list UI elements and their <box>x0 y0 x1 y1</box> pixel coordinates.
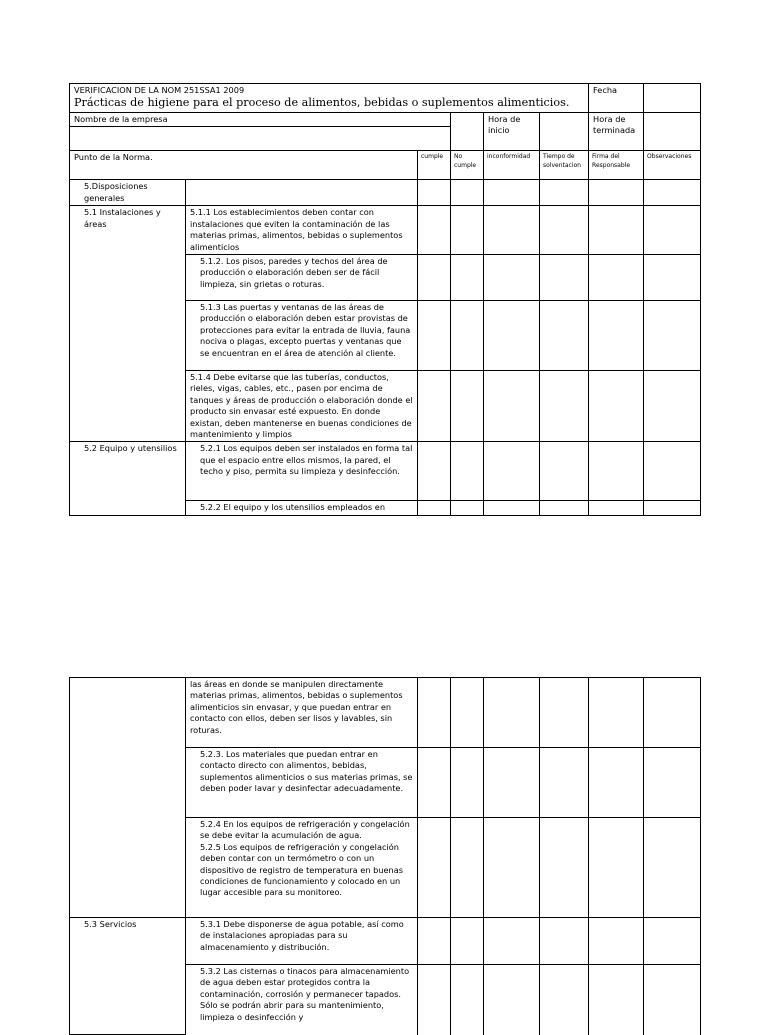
table-row <box>70 918 701 965</box>
section-5-cell: 5.Disposiciones generales <box>70 180 186 206</box>
item-5-3-2: 5.3.2 Las cisternas o tinacos para almacenamiento de agua deben estar protegidos contra la contaminación, corrosión y permanecer tapados. Sólo se podrán abrir para su mantenimiento, limpieza o desinfección y <box>186 965 418 1035</box>
table-row <box>70 442 701 501</box>
item-5-1-2: 5.1.2. Los pisos, paredes y techos del área de producción o elaboración deben ser de fácil limpieza, sin grietas o roturas. <box>186 255 418 301</box>
title-cell <box>70 84 589 113</box>
fecha-label-cell <box>589 84 644 113</box>
item-5-2-2-start: 5.2.2 El equipo y los utensilios empleados en <box>186 501 418 515</box>
item-5-2-3: 5.2.3. Los materiales que puedan entrar en contacto directo con alimentos, bebidas, suplementos alimenticios o sus materias primas, se deben poder lavar y desinfectar adecuadamente. <box>186 748 418 818</box>
section-5-2-cell: 5.2 Equipo y utensilios <box>70 442 186 515</box>
hora-termino-label: Hora de terminada <box>593 114 636 136</box>
verification-title: VERIFICACION DE LA NOM 251SSA1 2009 <box>74 85 245 95</box>
empresa-label-cell <box>70 113 451 127</box>
column-header-row <box>70 151 701 180</box>
item-5-2-4: 5.2.4 En los equipos de refrigeración y congelación se debe evitar la acumulación de agua. <box>200 819 410 841</box>
page-1-table-container <box>69 83 700 516</box>
fecha-label: Fecha <box>593 85 618 95</box>
item-5-2-4-5 <box>186 818 418 918</box>
section-5-1-cell: 5.1 Instalaciones y áreas <box>70 206 186 442</box>
page-2-table-container <box>69 677 700 1035</box>
inconformidad-header: inconformidad <box>484 151 540 180</box>
item-5-2-1: 5.2.1 Los equipos deben ser instalados en forma tal que el espacio entre ellos mismos, la pared, el techo y piso, permita su limpieza y desinfección. <box>186 442 418 501</box>
tiempo-header: Tiempo de solventacion <box>540 151 589 180</box>
item-5-3-1: 5.3.1 Debe disponerse de agua potable, así como de instalaciones apropiadas para su almacenamiento y distribución. <box>186 918 418 965</box>
cumple-header: cumple <box>418 151 451 180</box>
hora-inicio-label: Hora de inicio <box>488 114 521 136</box>
hora-termino-label-cell <box>589 113 644 151</box>
table-row <box>70 678 701 748</box>
fecha-value-cell <box>644 84 701 113</box>
firma-header: Firma del Responsable <box>589 151 644 180</box>
document-subtitle: Prácticas de higiene para el proceso de alimentos, bebidas o suplementos alimenticios. <box>74 96 570 110</box>
hora-termino-value-cell <box>644 113 701 151</box>
observaciones-header: Observaciones <box>644 151 701 180</box>
section-5-3-cell: 5.3 Servicios <box>70 918 186 1035</box>
title-row <box>70 84 701 113</box>
table-row <box>70 206 701 255</box>
verification-table-page-2 <box>69 677 701 1035</box>
empresa-blank-cell <box>451 113 484 151</box>
empresa-label: Nombre de la empresa <box>74 114 168 124</box>
section-5-2-continued-cell <box>70 678 186 918</box>
empresa-label-row <box>70 113 701 127</box>
table-row <box>70 180 701 206</box>
empresa-value-cell <box>70 127 451 151</box>
item-5-1-4: 5.1.4 Debe evitarse que las tuberías, conductos, rieles, vigas, cables, etc., pasen por encima de tanques y áreas de producción o elaboración donde el producto sin envasar esté expuesto. En donde existan, deben mantenerse en buenas condiciones de mantenimiento y limpios <box>186 371 418 442</box>
punto-header: Punto de la Norma. <box>70 151 418 180</box>
hora-inicio-label-cell <box>484 113 540 151</box>
item-5-1-1: 5.1.1 Los establecimientos deben contar con instalaciones que eviten la contaminación de las materias primas, alimentos, bebidas o suplementos alimenticios <box>186 206 418 255</box>
verification-table-page-1 <box>69 83 701 516</box>
item-5-2-2-continued: las áreas en donde se manipulen directamente materias primas, alimentos, bebidas o suplementos alimenticios sin envasar, y que puedan entrar en contacto con ellos, deben ser lisos y lavables, sin roturas. <box>186 678 418 748</box>
item-5-2-5: 5.2.5 Los equipos de refrigeración y congelación deben contar con un termómetro o con un dispositivo de registro de temperatura en buenas condiciones de funcionamiento y colocado en un lugar accesible para su monitoreo. <box>200 841 404 898</box>
no-cumple-header: No cumple <box>451 151 484 180</box>
item-5-1-3: 5.1.3 Las puertas y ventanas de las áreas de producción o elaboración deben estar provistas de protecciones para evitar la entrada de lluvia, fauna nociva o plagas, excepto puertas y ventanas que se encuentran en el área de atención al cliente. <box>186 301 418 371</box>
hora-inicio-value-cell <box>540 113 589 151</box>
